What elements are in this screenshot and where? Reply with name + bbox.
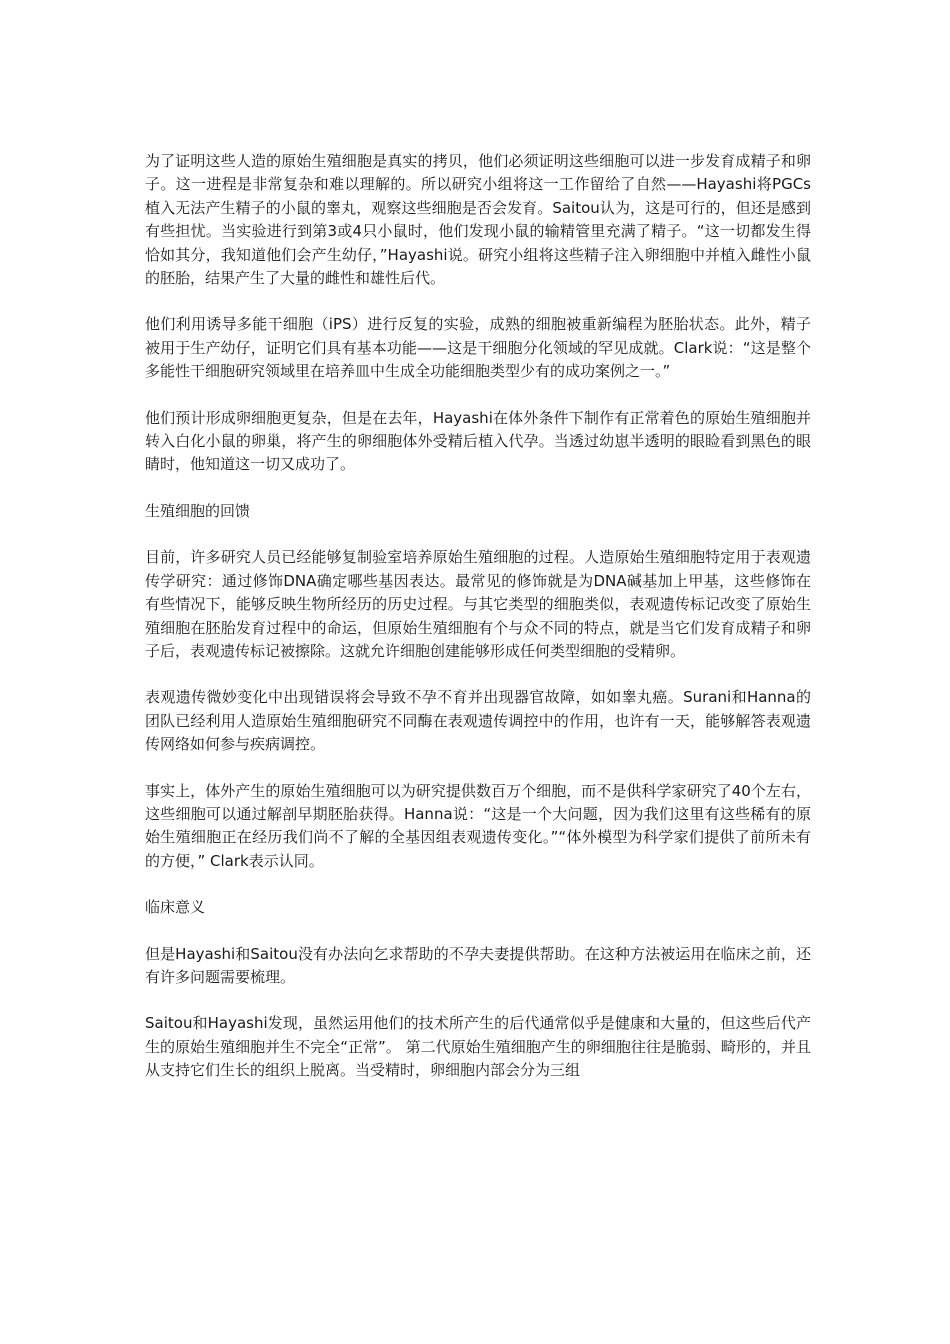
section-heading-clinical-significance: 临床意义 [145, 898, 206, 917]
section-heading-germ-cell-feedback: 生殖细胞的回馈 [145, 501, 251, 520]
paragraph-5: 表观遗传微妙变化中出现错误将会导致不孕不育并出现器官故障，如如睾丸癌。Surani和Hanna的团队已经利用人造原始生殖细胞研究不同酶在表观遗传调控中的作用，也许有一天，能够解答表观遗传网络如何参与疾病调控。 [145, 688, 811, 754]
document-body [145, 150, 811, 1106]
paragraph-2: 他们利用诱导多能干细胞（iPS）进行反复的实验，成熟的细胞被重新编程为胚胎状态。此外，精子被用于生产幼仔，证明它们具有基本功能——这是干细胞分化领域的罕见成就。Clark说：“这是整个多能性干细胞研究领域里在培养皿中生成全功能细胞类型少有的成功案例之一。” [145, 315, 811, 381]
paragraph-6: 事实上，体外产生的原始生殖细胞可以为研究提供数百万个细胞，而不是供科学家研究了40个左右，这些细胞可以通过解剖早期胚胎获得。Hanna说：“这是一个大问题，因为我们这里有这些稀有的原始生殖细胞正在经历我们尚不了解的全基因组表观遗传变化。”“体外模型为科学家们提供了前所未有的方便，” Clark表示认同。 [145, 781, 811, 870]
paragraph-7: 但是Hayashi和Saitou没有办法向乞求帮助的不孕夫妻提供帮助。在这种方法被运用在临床之前，还有许多问题需要梳理。 [145, 944, 811, 986]
paragraph-8: Saitou和Hayashi发现，虽然运用他们的技术所产生的后代通常似乎是健康和大量的，但这些后代产生的原始生殖细胞并生不完全“正常”。 第二代原始生殖细胞产生的卵细胞往往是脆弱、畸形的，并且从支持它们生长的组织上脱离。当受精时，卵细胞内部会分为三组 [145, 1014, 811, 1080]
paragraph-4: 目前，许多研究人员已经能够复制验室培养原始生殖细胞的过程。人造原始生殖细胞特定用于表观遗传学研究：通过修饰DNA确定哪些基因表达。最常见的修饰就是为DNA碱基加上甲基，这些修饰在有些情况下，能够反映生物所经历的历史过程。与其它类型的细胞类似，表观遗传标记改变了原始生殖细胞在胚胎发育过程中的命运，但原始生殖细胞有个与众不同的特点，就是当它们发育成精子和卵子后，表观遗传标记被擦除。这就允许细胞创建能够形成任何类型细胞的受精卵。 [145, 548, 811, 660]
paragraph-3: 他们预计形成卵细胞更复杂，但是在去年，Hayashi在体外条件下制作有正常着色的原始生殖细胞并转入白化小鼠的卵巢，将产生的卵细胞体外受精后植入代孕。当透过幼崽半透明的眼睑看到黑色的眼睛时，他知道这一切又成功了。 [145, 408, 811, 474]
paragraph-1: 为了证明这些人造的原始生殖细胞是真实的拷贝，他们必须证明这些细胞可以进一步发育成精子和卵子。这一进程是非常复杂和难以理解的。所以研究小组将这一工作留给了自然——Hayashi将PGCs植入无法产生精子的小鼠的睾丸，观察这些细胞是否会发育。Saitou认为，这是可行的，但还是感到有些担忧。当实验进行到第3或4只小鼠时，他们发现小鼠的输精管里充满了精子。“这一切都发生得恰如其分，我知道他们会产生幼仔，”Hayashi说。研究小组将这些精子注入卵细胞中并植入雌性小鼠的胚胎，结果产生了大量的雌性和雄性后代。 [145, 152, 811, 288]
